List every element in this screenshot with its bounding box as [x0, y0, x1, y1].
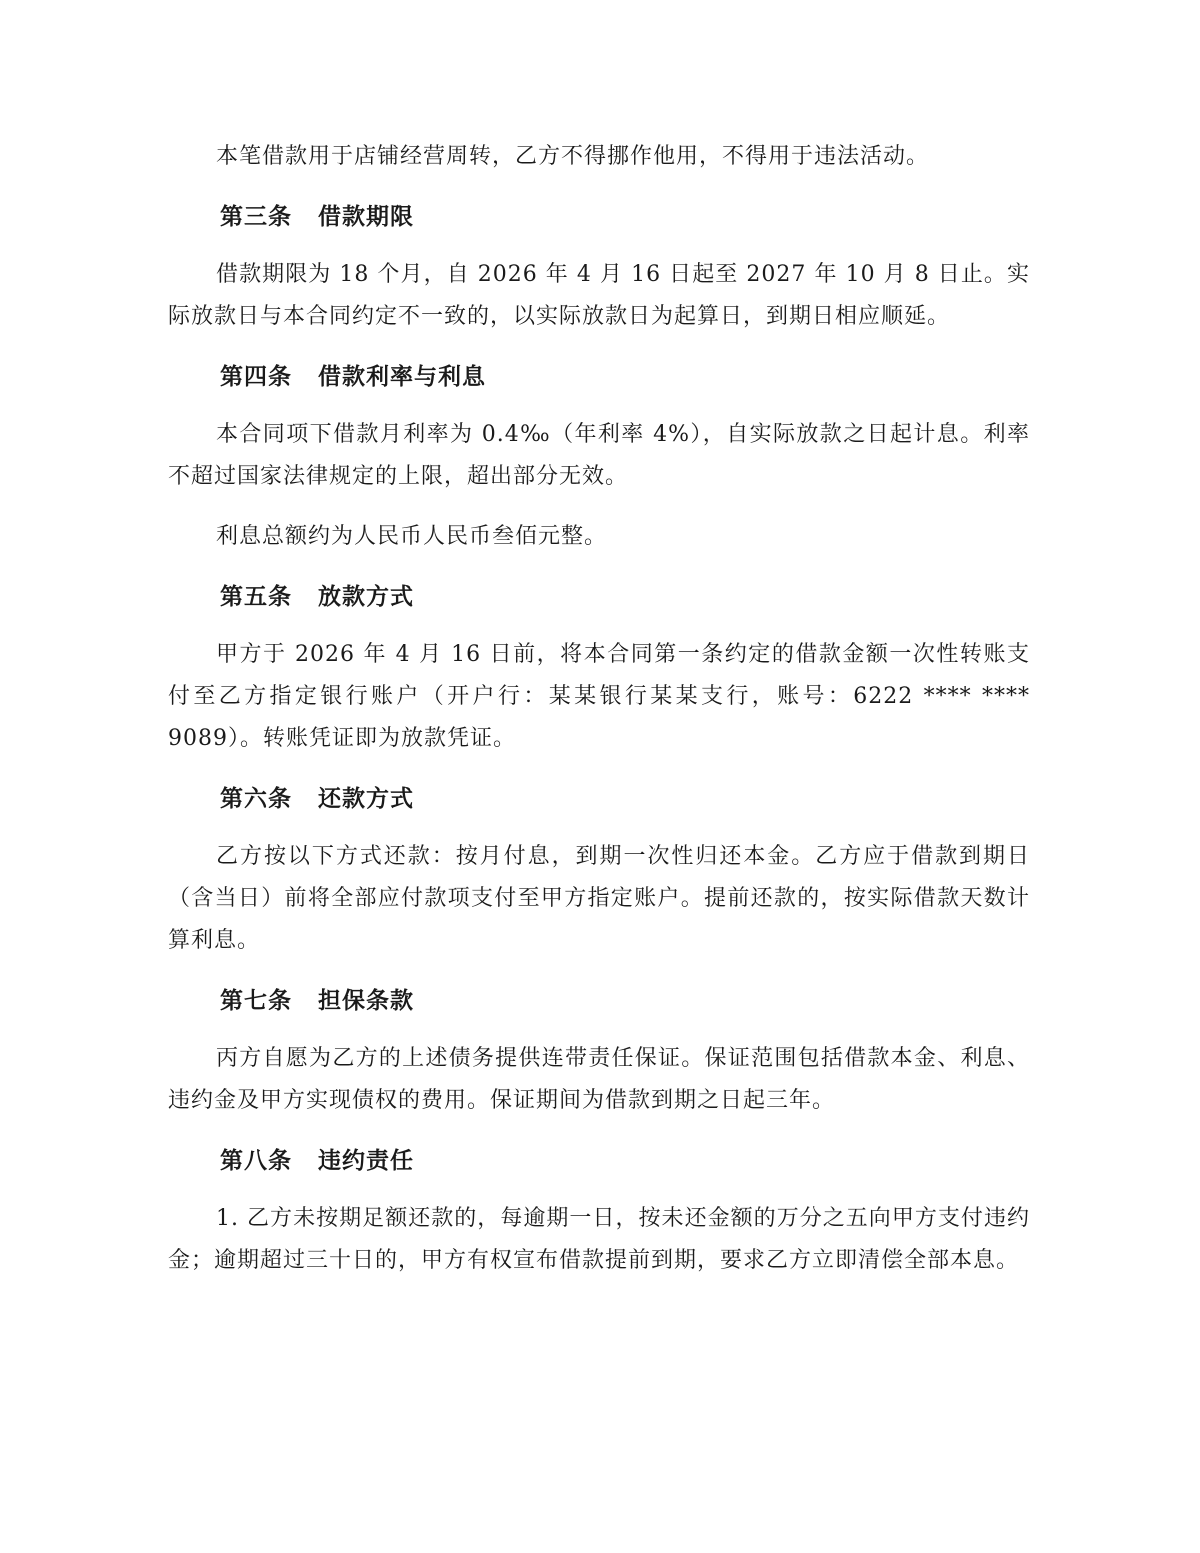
interest-total-paragraph: 利息总额约为人民币人民币叁佰元整。 [216, 524, 608, 549]
article-3-heading [168, 196, 1030, 238]
term-paragraph: 借款期限为 18 个月，自 2026 年 4 月 16 日起至 2027 年 10 月 8 日止。实际放款日与本合同约定不一致的，以实际放款日为起算日，到期日相应顺延。 [168, 262, 1030, 329]
document-page [168, 136, 1030, 1282]
article-title: 借款利率与利息 [318, 364, 486, 390]
article-4-heading [168, 356, 1030, 398]
article-number: 第八条 [220, 1148, 292, 1174]
article-8-heading [168, 1140, 1030, 1182]
article-number: 第四条 [220, 364, 292, 390]
article-title: 违约责任 [318, 1148, 414, 1174]
article-number: 第六条 [220, 786, 292, 812]
interest-rate-paragraph: 本合同项下借款月利率为 0.4‰（年利率 4%），自实际放款之日起计息。利率不超过国家法律规定的上限，超出部分无效。 [168, 422, 1030, 489]
article-number: 第三条 [220, 204, 292, 230]
disbursement-paragraph: 甲方于 2026 年 4 月 16 日前，将本合同第一条约定的借款金额一次性转账支付至乙方指定银行账户（开户行：某某银行某某支行，账号：6222 **** **** 9089）。转账凭证即为放款凭证。 [168, 642, 1030, 751]
default-liability-paragraph: 1. 乙方未按期足额还款的，每逾期一日，按未还金额的万分之五向甲方支付违约金；逾期超过三十日的，甲方有权宣布借款提前到期，要求乙方立即清偿全部本息。 [168, 1206, 1030, 1273]
article-title: 担保条款 [318, 988, 414, 1014]
article-6-heading [168, 778, 1030, 820]
article-title: 放款方式 [318, 584, 414, 610]
article-title: 借款期限 [318, 204, 414, 230]
guarantee-paragraph: 丙方自愿为乙方的上述债务提供连带责任保证。保证范围包括借款本金、利息、违约金及甲方实现债权的费用。保证期间为借款到期之日起三年。 [168, 1046, 1030, 1113]
article-number: 第五条 [220, 584, 292, 610]
article-5-heading [168, 576, 1030, 618]
article-number: 第七条 [220, 988, 292, 1014]
repayment-paragraph: 乙方按以下方式还款：按月付息，到期一次性归还本金。乙方应于借款到期日（含当日）前将全部应付款项支付至甲方指定账户。提前还款的，按实际借款天数计算利息。 [168, 844, 1030, 953]
article-title: 还款方式 [318, 786, 414, 812]
purpose-paragraph: 本笔借款用于店铺经营周转，乙方不得挪作他用，不得用于违法活动。 [216, 144, 930, 169]
article-7-heading [168, 980, 1030, 1022]
